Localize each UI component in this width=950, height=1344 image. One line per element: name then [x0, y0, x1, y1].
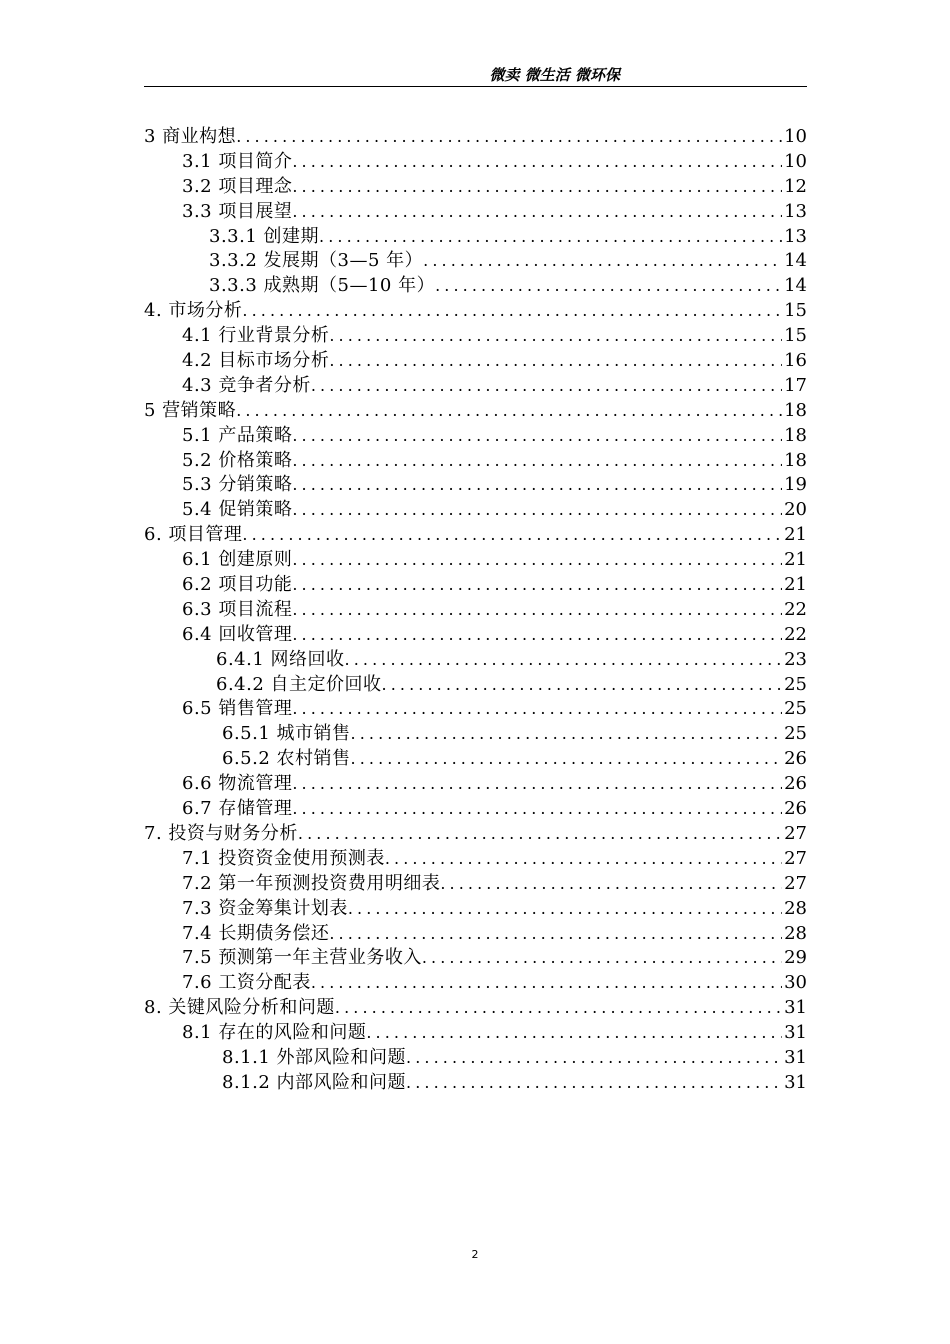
toc-entry-title: 6.3 项目流程 [182, 598, 293, 620]
toc-entry-title: 3.2 项目理念 [182, 175, 293, 197]
toc-entry-title: 4.1 行业背景分析 [182, 325, 330, 347]
toc-entry-title: 3 商业构想 [144, 126, 237, 147]
toc-entry-page: 22 [784, 598, 807, 620]
toc-entry-title: 3.3.3 成熟期（5—10 年） [209, 275, 436, 297]
toc-entry-page: 10 [784, 150, 807, 172]
toc-dot-leader [406, 1046, 782, 1071]
toc-entry[interactable] [144, 498, 807, 523]
toc-entry[interactable] [144, 349, 807, 374]
toc-entry-page: 18 [784, 449, 807, 471]
toc-dot-leader [311, 971, 782, 996]
toc-entry-title: 3.3.2 发展期（3—5 年） [209, 250, 424, 272]
toc-entry-title: 5.3 分销策略 [182, 474, 293, 496]
page-header-text: 微卖 微生活 微环保 [489, 66, 620, 84]
toc-entry[interactable] [144, 772, 807, 797]
toc-dot-leader [329, 324, 782, 349]
toc-entry-page: 25 [784, 723, 807, 745]
toc-entry[interactable] [144, 648, 807, 673]
toc-entry-page: 27 [784, 847, 807, 869]
toc-entry-page: 29 [784, 947, 807, 969]
toc-dot-leader [292, 150, 782, 175]
toc-dot-leader [351, 722, 783, 747]
toc-dot-leader [298, 822, 782, 847]
toc-entry[interactable] [144, 449, 807, 474]
toc-entry-title: 7.3 资金筹集计划表 [182, 897, 348, 919]
toc-dot-leader [348, 897, 782, 922]
toc-dot-leader [292, 473, 782, 498]
toc-entry-page: 13 [784, 200, 807, 222]
toc-dot-leader [345, 648, 783, 673]
toc-entry-title: 6.5.1 城市销售 [222, 723, 351, 745]
toc-dot-leader [292, 598, 782, 623]
table-of-contents [144, 125, 807, 1096]
toc-entry-page: 25 [784, 698, 807, 720]
toc-entry-title: 7.4 长期债务偿还 [182, 922, 330, 944]
toc-entry[interactable] [144, 697, 807, 722]
toc-entry[interactable] [144, 1071, 807, 1096]
toc-entry[interactable] [144, 399, 807, 424]
toc-entry-title: 8.1.2 内部风险和问题 [222, 1071, 407, 1093]
toc-dot-leader [236, 125, 782, 150]
toc-entry[interactable] [144, 249, 807, 274]
toc-dot-leader [382, 673, 783, 698]
toc-entry-page: 21 [784, 549, 807, 571]
toc-entry-title: 6.7 存储管理 [182, 798, 293, 820]
toc-dot-leader [292, 797, 782, 822]
toc-entry-title: 8.1 存在的风险和问题 [182, 1022, 367, 1044]
toc-entry-title: 6.4.1 网络回收 [216, 648, 345, 670]
toc-entry-title: 6.4 回收管理 [182, 623, 293, 645]
toc-entry-page: 31 [784, 997, 807, 1019]
toc-entry-title: 6.4.2 自主定价回收 [216, 673, 382, 695]
toc-dot-leader [440, 872, 782, 897]
toc-entry-page: 23 [784, 648, 807, 670]
toc-dot-leader [292, 449, 782, 474]
toc-entry-title: 7.1 投资资金使用预测表 [182, 847, 385, 869]
toc-entry-page: 15 [784, 300, 807, 322]
toc-entry-page: 16 [784, 350, 807, 372]
toc-entry-page: 26 [784, 798, 807, 820]
toc-entry[interactable] [144, 623, 807, 648]
toc-entry[interactable] [144, 971, 807, 996]
toc-entry[interactable] [144, 872, 807, 897]
toc-entry-title: 8. 关键风险分析和问题 [144, 997, 335, 1019]
toc-dot-leader [329, 922, 782, 947]
toc-dot-leader [292, 424, 782, 449]
toc-dot-leader [292, 498, 782, 523]
toc-dot-leader [335, 996, 782, 1021]
toc-dot-leader [351, 747, 783, 772]
toc-entry-title: 4.3 竞争者分析 [182, 374, 311, 396]
toc-dot-leader [423, 249, 782, 274]
toc-entry[interactable] [144, 946, 807, 971]
toc-dot-leader [406, 1071, 782, 1096]
toc-entry-title: 6.2 项目功能 [182, 574, 293, 596]
page-number: 2 [471, 1248, 479, 1261]
header-divider [144, 86, 807, 87]
toc-entry[interactable] [144, 673, 807, 698]
toc-entry-title: 7.5 预测第一年主营业务收入 [182, 947, 422, 969]
toc-entry-page: 20 [784, 499, 807, 521]
toc-entry-title: 6.5.2 农村销售 [222, 748, 351, 770]
toc-entry-title: 6.1 创建原则 [182, 549, 293, 571]
toc-entry[interactable] [144, 274, 807, 299]
toc-entry-page: 26 [784, 773, 807, 795]
toc-entry-title: 3.1 项目简介 [182, 150, 293, 172]
toc-dot-leader [292, 573, 782, 598]
toc-entry-title: 5.1 产品策略 [182, 424, 293, 446]
toc-entry-title: 6. 项目管理 [144, 524, 243, 546]
toc-entry-page: 21 [784, 574, 807, 596]
toc-entry[interactable] [144, 1021, 807, 1046]
toc-entry[interactable] [144, 374, 807, 399]
toc-entry-title: 5.4 促销策略 [182, 499, 293, 521]
toc-entry[interactable] [144, 822, 807, 847]
toc-entry[interactable] [144, 797, 807, 822]
toc-entry[interactable] [144, 747, 807, 772]
toc-entry-title: 3.3 项目展望 [182, 200, 293, 222]
toc-dot-leader [422, 946, 782, 971]
toc-entry-title: 7. 投资与财务分析 [144, 822, 298, 844]
toc-entry-title: 7.6 工资分配表 [182, 972, 311, 994]
toc-entry-title: 7.2 第一年预测投资费用明细表 [182, 872, 441, 894]
toc-entry-page: 28 [784, 897, 807, 919]
toc-entry[interactable] [144, 175, 807, 200]
toc-entry-page: 12 [784, 175, 807, 197]
toc-entry-page: 14 [784, 250, 807, 272]
toc-dot-leader [435, 274, 782, 299]
toc-entry-title: 6.5 销售管理 [182, 698, 293, 720]
toc-entry-page: 31 [784, 1046, 807, 1068]
toc-entry[interactable] [144, 897, 807, 922]
toc-dot-leader [292, 175, 782, 200]
toc-entry-page: 31 [784, 1022, 807, 1044]
toc-entry-page: 17 [784, 374, 807, 396]
toc-entry-page: 14 [784, 275, 807, 297]
toc-entry[interactable] [144, 200, 807, 225]
toc-entry[interactable] [144, 996, 807, 1021]
toc-dot-leader [292, 697, 782, 722]
toc-entry[interactable] [144, 548, 807, 573]
toc-entry-title: 6.6 物流管理 [182, 773, 293, 795]
toc-entry-page: 18 [784, 399, 807, 421]
toc-entry[interactable] [144, 922, 807, 947]
toc-entry[interactable] [144, 573, 807, 598]
toc-dot-leader [242, 299, 782, 324]
toc-entry-page: 27 [784, 822, 807, 844]
toc-entry-page: 27 [784, 872, 807, 894]
toc-entry[interactable] [144, 473, 807, 498]
toc-dot-leader [292, 200, 782, 225]
toc-entry-title: 4.2 目标市场分析 [182, 350, 330, 372]
toc-entry[interactable] [144, 299, 807, 324]
toc-dot-leader [292, 548, 782, 573]
toc-entry-title: 8.1.1 外部风险和问题 [222, 1046, 407, 1068]
toc-entry[interactable] [144, 1046, 807, 1071]
toc-dot-leader [366, 1021, 782, 1046]
toc-entry-page: 13 [784, 225, 807, 247]
toc-entry-title: 5.2 价格策略 [182, 449, 293, 471]
toc-entry[interactable] [144, 722, 807, 747]
toc-entry[interactable] [144, 598, 807, 623]
toc-entry[interactable] [144, 125, 807, 150]
toc-entry[interactable] [144, 150, 807, 175]
toc-entry[interactable] [144, 424, 807, 449]
toc-entry-title: 3.3.1 创建期 [209, 225, 320, 247]
toc-entry-page: 28 [784, 922, 807, 944]
toc-entry-page: 21 [784, 524, 807, 546]
toc-dot-leader [329, 349, 782, 374]
toc-entry-title: 5 营销策略 [144, 399, 237, 421]
toc-entry[interactable] [144, 225, 807, 250]
toc-entry[interactable] [144, 324, 807, 349]
toc-dot-leader [236, 399, 782, 424]
toc-entry-page: 19 [784, 474, 807, 496]
toc-entry-page: 30 [784, 972, 807, 994]
toc-entry[interactable] [144, 523, 807, 548]
toc-entry-page: 18 [784, 424, 807, 446]
toc-dot-leader [385, 847, 782, 872]
toc-dot-leader [319, 225, 782, 250]
toc-entry-page: 31 [784, 1071, 807, 1093]
toc-entry-page: 10 [784, 126, 807, 147]
toc-entry-page: 26 [784, 748, 807, 770]
toc-entry-title: 4. 市场分析 [144, 300, 243, 322]
toc-dot-leader [292, 623, 782, 648]
toc-entry-page: 22 [784, 623, 807, 645]
toc-entry-page: 15 [784, 325, 807, 347]
toc-entry[interactable] [144, 847, 807, 872]
toc-entry-page: 25 [784, 673, 807, 695]
toc-dot-leader [311, 374, 782, 399]
toc-dot-leader [292, 772, 782, 797]
toc-dot-leader [242, 523, 782, 548]
